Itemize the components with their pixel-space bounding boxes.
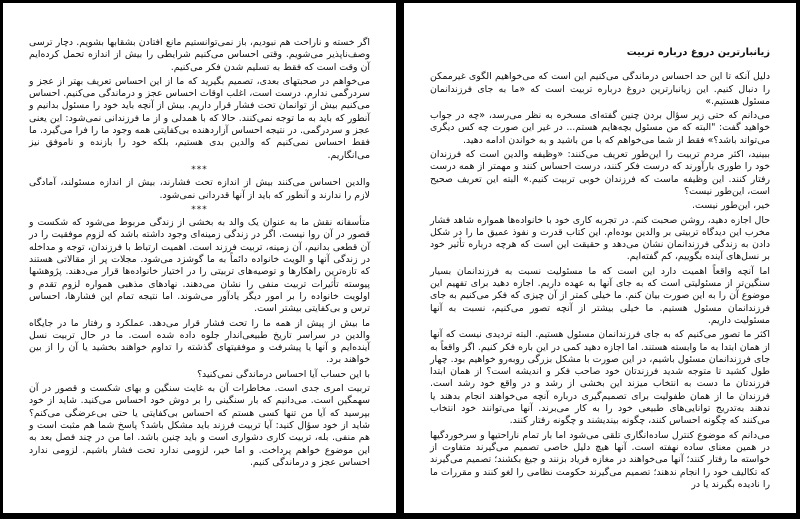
paragraph: اما آنچه واقعاً اهمیت دارد این است که ما مسئولیت نسبت به فرزندانمان بسیار سنگین‌تر از مسئولیتی است که به جای آنها به عهده داریم. اجازه دهید برای تفهیم این موضوع آن را به این صورت بیان کنم. ما خیلی کمتر از آن چیزی که فکر می‌کنیم به جای فرزندانمان مسئول هستیم. ما خیلی بیشتر از آنچه تصور می‌کنیم، نسبت به آنها مسئولیت داریم. (430, 265, 770, 326)
section-divider: *** (191, 204, 208, 215)
left-page (3, 3, 396, 513)
paragraph: ما بیش از پیش از همه ما را تحت فشار قرار می‌دهد. عملکرد و رفتار ما در جایگاه والدین در سراسر تاریخ طبیعی‌اندار جلوه داده شده است. ما در حال تربیت نسل آینده‌ایم و آنها یا پیشرفت و موفقیتهای گذشته را تداوم خواهند بخشید یا آن را از بین خواهند برد. (29, 317, 370, 366)
right-page-text (430, 47, 770, 491)
right-page (404, 3, 796, 513)
paragraph: والدین احساس می‌کنند بیش از اندازه تحت فشارند، بیش از اندازه مسئولند، آمادگی لازم را ندارند و آنطور که باید از آنها قدردانی نمی‌شود. (29, 177, 370, 201)
paragraph: با این حساب آیا احساس درماندگی نمی‌کنید؟ (197, 368, 370, 380)
paragraph: متأسفانه نقش ما به عنوان یک والد به بخشی از زندگی مربوط می‌شود که شکست و قصور در آن روا نیست. اگر در زندگی زمینه‌ای وجود داشته باشد که لزوم موفقیت را در آن قطعی بدانیم، آن زمینه، تربیت فرزند است. اهمیت ارتباط با فرزندان، توجه و مداخله در زندگی آنها و الویت خانواده دائماً به ما گوشزد می‌شود. مجلات پر از مقالاتی هستند که تازه‌ترین راهکارها و توصیه‌های تربیتی را در اختیار خانواده‌ها قرار می‌دهند. پژوهشها پیوسته تأثیرات تربیت منفی را نشان می‌دهند. نهادهای مذهبی همواره لزوم تقدم و اولویت خانواده را بر امور دیگر یادآور می‌شوند. اما نتیجه تمام این فشارها، احساس ترس و بی‌کفایتی بیشتر است. (29, 217, 370, 315)
left-page-text (29, 37, 370, 469)
paragraph: ببینید، اکثر مردم تربیت را این‌طور تعریف می‌کنند: «وظیفه والدین است که فرزندان خود را طوری بارآورند که درست فکر کنند، درست احساس کنند و مهمتر از همه درست رفتار کنند. این وظیفه ماست که فرزندان خوبی تربیت کنیم.» البته این تعریف صحیح است، این‌طور نیست؟ (430, 149, 770, 197)
paragraph: می‌خواهم در صحبتهای بعدی، تصمیم بگیرید که ما از این احساس تعریف بهتر از عجز و سردرگمی ندارم. درست است، اغلب اوقات احساس عجز و درماندگی می‌کنیم. احساس می‌کنیم بیش از توانمان تحت فشار قرار داریم. بیش از آنچه باید خود را مسئول بدانیم و آنطور که باید به ما توجه نمی‌کنند. حالا که با همدلی و از ما فرزندانی نمی‌شود: این یعنی عجز و سردرگمی. در نتیجه احساس آزاردهنده بی‌کفایتی همه وجود ما را فرا می‌گیرد. ما فقط احساس نمی‌کنیم که والدین بدی هستیم، بلکه خود را بازنده و ناموفق نیز می‌انگاریم. (29, 75, 370, 161)
paragraph: دلیل آنکه تا این حد احساس درماندگی می‌کنیم این است که می‌خواهیم الگوی غیرممکن را دنبال کنیم. این زیانبارترین دروغ درباره تربیت است که «ما به جای فرزندانمان مسئول هستیم.» (430, 71, 770, 107)
paragraph: خیر، این‌طور نیست. (692, 200, 770, 212)
paragraph: اگر خسته و ناراحت هم نبودیم، باز نمی‌توانستیم مانع افتادن بشقابها بشویم. دچار ترسی وصف‌ناپذیر می‌شویم. وقتی احساس می‌کنیم شرایطی را بیش از اندازه تحمل کرده‌ایم آن وقت است که فقط به تسلیم شدن فکر می‌کنیم. (29, 37, 370, 73)
paragraph: می‌دانم که موضوع کنترل ساده‌انگاری تلقی می‌شود اما بار تمام ناراحتیها و سرخوردگیها در همین معنای ساده نهفته است. آنها هیچ دلیل خاصی تصمیم می‌گیرند متفاوت از خواسته ما رفتار کنند؛ آنها می‌خواهند در مغازه فریاد بزنند و جیغ بکشند؛ تصمیم می‌گیرند که تکالیف خود را انجام ندهند؛ تصمیم می‌گیرند حکومت نظامی را لغو کنند و مقررات ما را نادیده بگیرند یا در (430, 429, 770, 490)
paragraph: اکثر ما تصور می‌کنیم که به جای فرزندانمان مسئول هستیم. البته تردیدی نیست که آنها از همان ابتدا به ما وابسته هستند. اما اجازه دهید کمی در این باره فکر کنیم. اگر واقعاً به جای فرزندانمان مسئول باشیم، در این صورت با مشکل بزرگی روبه‌رو خواهیم بود. چهار طول کشید تا متوجه شدید فرزندتان خود صاحب فکر و اندیشه است؟ از همان ابتدا فرزندتان ما دست به انتخاب میزند این بخشی از رشد و در واقع خود رشد است. فرزندان ما از همان طفولیت برای تصمیم‌گیری درباره آنچه می‌خواهند انجام بدهند یا ندهند به‌تدریج توانایی‌های طبیعی خود را به کار می‌برند. آنها می‌توانند خود انتخاب می‌کنند که چگونه احساس کنند، چگونه بیندیشند و چگونه رفتار کنند. (430, 329, 770, 427)
paragraph: حال اجازه دهید، روشن صحبت کنم. در تجربه کاری خود با خانواده‌ها همواره شاهد فشار مخرب این دیدگاه تربیتی بر والدین بوده‌ام. این کتاب قدرت و نفوذ عمیق ما را در شکل دادن به زندگی فرزندانمان نشان می‌دهد و حقیقت این است که هرچه درباره تأثیر خود بر نسل‌های آینده بگوییم، کم گفته‌ایم. (430, 214, 770, 263)
section-heading: زیانبارترین دروغ درباره تربیت (626, 47, 770, 58)
paragraph: می‌دانم که حتی زیر سؤال بردن چنین گفته‌ای مسخره به نظر می‌رسد، «چه در جواب خواهید گفت: "البته که من مسئول بچه‌هایم هستم... در غیر این صورت چه کس دیگری می‌تواند باشد؟» فقط از شما می‌خواهم که با من باشید و به خواندن ادامه دهید. (430, 110, 770, 146)
paragraph: تربیت امری جدی است. مخاطرات آن به غایت سنگین و بهای شکست و قصور در آن سهمگین است. می‌دانیم که بار سنگینی را بر دوش خود احساس می‌کنید. شاید از خود بپرسید که آیا من تنها کسی هستم که احساس بی‌کفایتی یا حتی بی‌عرضگی می‌کنم؟ شاید از خود سؤال کنید: آیا تربیت فرزند باید مشکل باشد؟ پاسخ شما هم مثبت است و هم منفی. بله، تربیت کاری دشواری است و باید چنین باشد. اما من در چند فصل بعد به این موضوع خواهم پرداخت. و اما خیر، لزومی ندارد تحت فشار باشیم. لزومی ندارد احساس عجز و درماندگی کنیم. (29, 383, 370, 468)
section-divider: *** (191, 164, 208, 175)
